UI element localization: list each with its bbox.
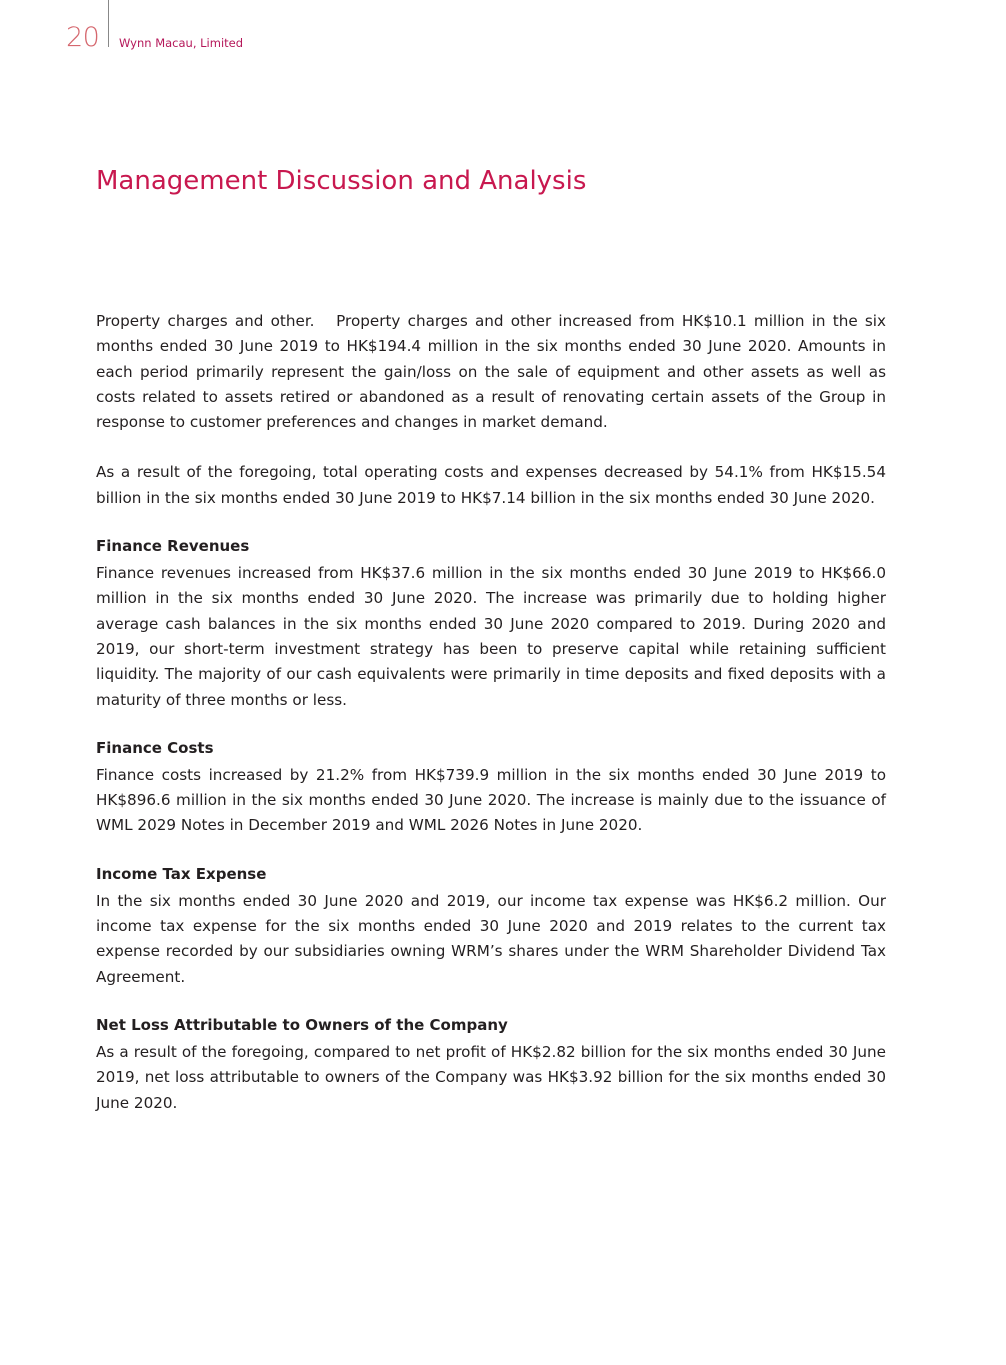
heading-income-tax: Income Tax Expense [96,864,267,883]
paragraph-lead: Property charges and other. [96,312,315,330]
heading-net-loss: Net Loss Attributable to Owners of the Company [96,1015,508,1034]
page-title: Management Discussion and Analysis [96,166,587,196]
body-content [96,309,886,1141]
paragraph-property-charges [96,309,886,435]
heading-finance-costs: Finance Costs [96,738,214,757]
page-number: 20 [66,22,100,53]
paragraph-finance-costs: Finance costs increased by 21.2% from HK$739.9 million in the six months ended 30 June 2019 to HK$896.6 million in the six months ended 30 June 2020. The increase is mainly due to the issuance of WML 2029 Notes in December 2019 and WML 2026 Notes in June 2020. [96,765,886,835]
paragraph-income-tax: In the six months ended 30 June 2020 and 2019, our income tax expense was HK$6.2 million. Our income tax expense for the six months ended 30 June 2020 and 2019 relates to the current tax expense recorded by our subsidiaries owning WRM’s shares under the WRM Shareholder Dividend Tax Agreement. [96,891,886,986]
paragraph-net-loss: As a result of the foregoing, compared to net profit of HK$2.82 billion for the six months ended 30 June 2019, net loss attributable to owners of the Company was HK$3.92 billion for the six months ended 30 June 2020. [96,1042,886,1112]
heading-finance-revenues: Finance Revenues [96,537,250,556]
company-name: Wynn Macau, Limited [119,36,244,50]
paragraph-finance-revenues: Finance revenues increased from HK$37.6 million in the six months ended 30 June 2019 to HK$66.0 million in the six months ended 30 June 2020. The increase was primarily due to holding higher average cash balances in the six months ended 30 June 2020 compared to 2019. During 2020 and 2019, our short-term investment strategy has been to preserve capital while retaining sufficient liquidity. The majority of our cash equivalents were primarily in time deposits and fixed deposits with a maturity of three months or less. [96,564,886,709]
header-divider [108,0,109,47]
paragraph-text: Property charges and other increased from HK$10.1 million in the six months ended 30 June 2019 to HK$194.4 million in the six months ended 30 June 2020. Amounts in each period primarily represent the gain/loss on the sale of equipment and other assets as well as costs related to assets retired or abandoned as a result of renovating certain assets of the Group in response to customer preferences and changes in market demand. [96,312,886,432]
paragraph-operating-costs: As a result of the foregoing, total operating costs and expenses decreased by 54.1% from HK$15.54 billion in the six months ended 30 June 2019 to HK$7.14 billion in the six months ended 30 June 2020. [96,463,886,507]
